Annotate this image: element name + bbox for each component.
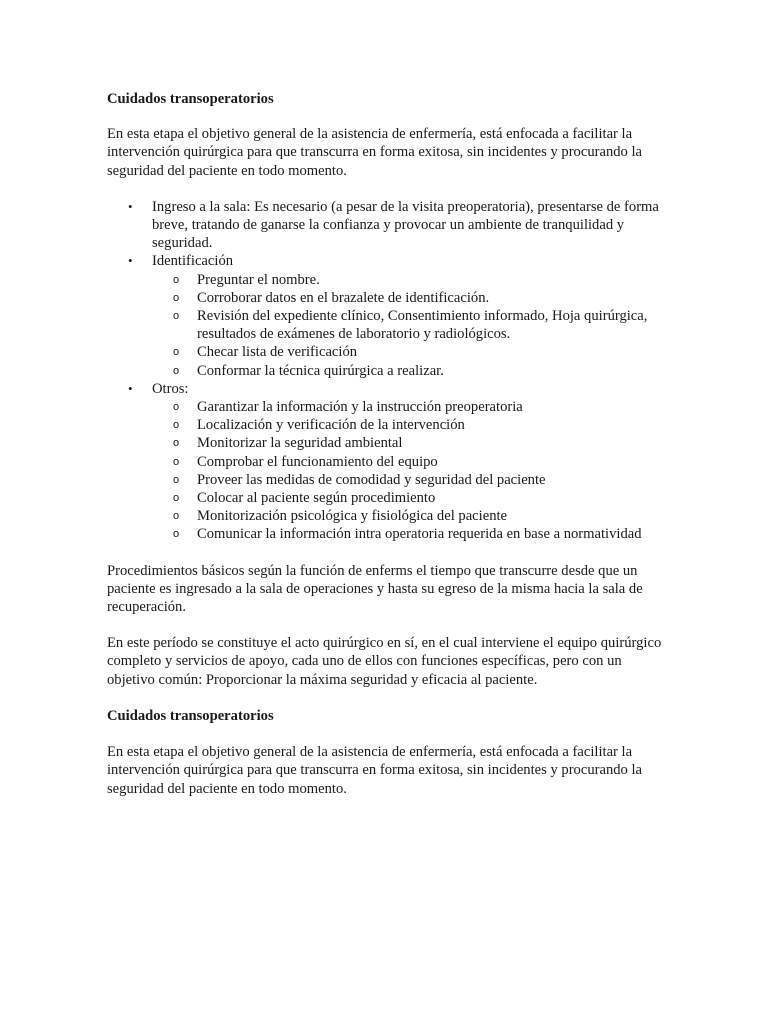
circle-bullet-icon: o [173, 492, 180, 505]
procedures-paragraph: Procedimientos básicos según la función de enferms el tiempo que transcurre desde que un paciente es ingresado a la sala de operaciones y hasta su egreso de la misma hacia la sala de recuperación. [107, 562, 643, 616]
sub-bullet-item [152, 362, 668, 380]
sub-bullet-text: Proveer las medidas de comodidad y seguridad del paciente [197, 471, 546, 488]
sub-bullet-text: Revisión del expediente clínico, Consentimiento informado, Hoja quirúrgica, resultados de exámenes de laboratorio y radiológicos. [197, 308, 648, 343]
sub-bullet-list [152, 398, 668, 544]
sub-bullet-item [152, 398, 668, 416]
circle-bullet-icon: o [173, 291, 180, 304]
sub-bullet-text: Comprobar el funcionamiento del equipo [197, 453, 438, 470]
intro-paragraph-1: En esta etapa el objetivo general de la asistencia de enfermería, está enfocada a facilitar la intervención quirúrgica para que transcurra en forma exitosa, sin incidentes y procurando la seguridad del paciente en todo momento. [107, 126, 643, 179]
sub-bullet-item [152, 416, 668, 434]
circle-bullet-icon: o [173, 346, 180, 359]
bullet-dot-icon: • [128, 380, 133, 396]
circle-bullet-icon: o [173, 273, 180, 286]
sub-bullet-item [152, 507, 668, 525]
circle-bullet-icon: o [173, 401, 180, 414]
sub-bullet-text: Garantizar la información y la instrucción preoperatoria [197, 399, 523, 416]
bullet-text: Ingreso a la sala: Es necesario (a pesar de la visita preoperatoria), presentarse de forma breve, tratando de ganarse la confianza y provocar un ambiente de tranquilidad y seguridad. [152, 198, 659, 252]
circle-bullet-icon: o [173, 510, 180, 523]
sub-bullet-item [152, 434, 668, 452]
sub-bullet-item [152, 271, 668, 289]
sub-bullet-text: Monitorización psicológica y fisiológica del paciente [197, 508, 508, 525]
circle-bullet-icon: o [173, 473, 180, 486]
sub-bullet-item [152, 289, 668, 307]
sub-bullet-text: Localización y verificación de la intervención [197, 417, 465, 434]
intro-paragraph-2: En esta etapa el objetivo general de la asistencia de enfermería, está enfocada a facilitar la intervención quirúrgica para que transcurra en forma exitosa, sin incidentes y procurando la seguridad del paciente en todo momento. [107, 744, 643, 797]
circle-bullet-icon: o [173, 528, 180, 541]
section-heading-2: Cuidados transoperatorios [107, 707, 274, 724]
sub-bullet-item [152, 343, 668, 361]
circle-bullet-icon: o [173, 455, 180, 468]
bullet-list [107, 198, 668, 544]
section-heading-1: Cuidados transoperatorios [107, 91, 274, 107]
bullet-dot-icon: • [128, 198, 133, 214]
sub-bullet-text: Corroborar datos en el brazalete de identificación. [197, 289, 490, 306]
sub-bullet-text: Monitorizar la seguridad ambiental [197, 435, 403, 452]
sub-bullet-text: Preguntar el nombre. [197, 271, 320, 288]
bullet-item [107, 380, 668, 544]
sub-bullet-text: Comunicar la información intra operatoria requerida en base a normatividad [197, 526, 642, 543]
bullet-item [107, 252, 668, 379]
bullet-dot-icon: • [128, 253, 133, 269]
sub-bullet-list [152, 271, 668, 380]
sub-bullet-item [152, 489, 668, 507]
bullet-text: Otros: [152, 380, 189, 397]
sub-bullet-item [152, 307, 668, 343]
sub-bullet-item [152, 453, 668, 471]
sub-bullet-text: Checar lista de verificación [197, 344, 358, 361]
bullet-item [107, 198, 668, 253]
sub-bullet-text: Colocar al paciente según procedimiento [197, 490, 436, 507]
sub-bullet-item [152, 525, 668, 543]
sub-bullet-item [152, 471, 668, 489]
period-paragraph: En este período se constituye el acto quirúrgico en sí, en el cual interviene el equipo quirúrgico completo y servicios de apoyo, cada uno de ellos con funciones específicas, pero con un objetivo común: Proporcionar la máxima seguridad y eficacia al paciente. [107, 635, 662, 688]
circle-bullet-icon: o [173, 419, 180, 432]
bullet-text: Identificación [152, 253, 234, 270]
circle-bullet-icon: o [173, 310, 180, 323]
circle-bullet-icon: o [173, 437, 180, 450]
sub-bullet-text: Conformar la técnica quirúrgica a realizar. [197, 362, 444, 379]
circle-bullet-icon: o [173, 364, 180, 377]
